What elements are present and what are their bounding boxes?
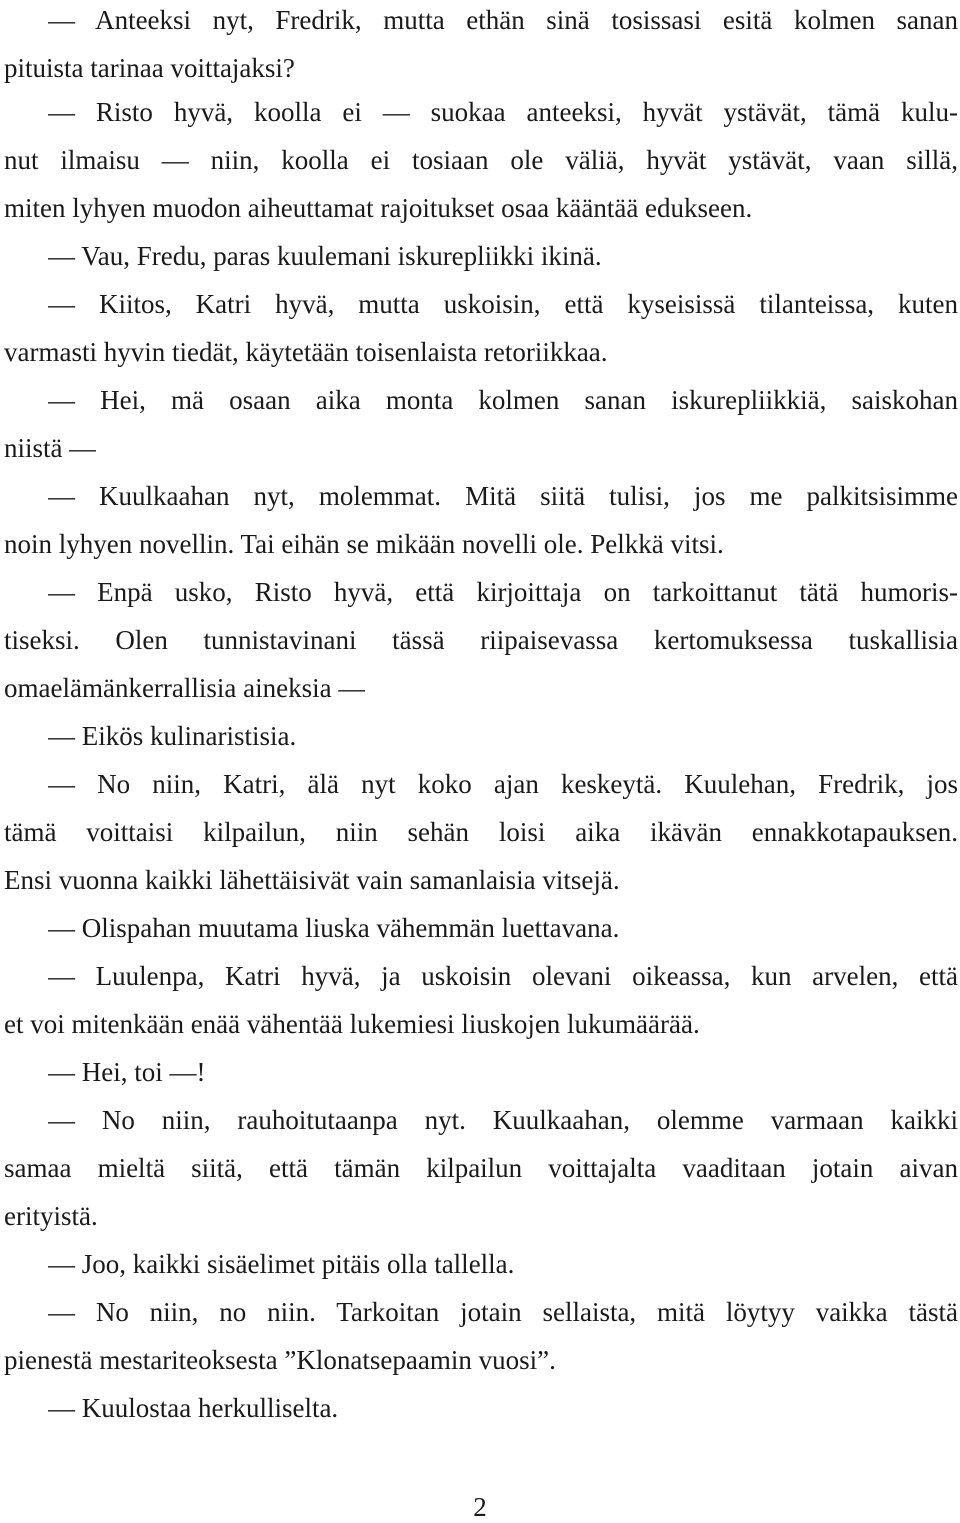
text-line: tämä voittaisi kilpailun, niin sehän loisi aika ikävän ennakkotapauksen.: [4, 817, 958, 847]
text-line: samaa mieltä siitä, että tämän kilpailun voittajalta vaaditaan jotain aivan: [4, 1153, 958, 1183]
text-line: Ensi vuonna kaikki lähettäisivät vain samanlaisia vitsejä.: [4, 865, 620, 895]
text-line: — Hei, toi —!: [48, 1057, 206, 1087]
text-line: miten lyhyen muodon aiheuttamat rajoitukset osaa kääntää edukseen.: [4, 193, 753, 223]
text-line: — Anteeksi nyt, Fredrik, mutta ethän sinä tosissasi esitä kolmen sanan: [48, 5, 958, 35]
text-line: erityistä.: [4, 1201, 98, 1231]
text-line: tiseksi. Olen tunnistavinani tässä riipaisevassa kertomuksessa tuskallisia: [4, 625, 958, 655]
text-line: — Vau, Fredu, paras kuulemani iskurepliikki ikinä.: [48, 241, 602, 271]
text-line: — No niin, Katri, älä nyt koko ajan keskeytä. Kuulehan, Fredrik, jos: [48, 769, 958, 799]
text-line: — Kiitos, Katri hyvä, mutta uskoisin, että kyseisissä tilanteissa, kuten: [48, 289, 958, 319]
text-line: pienestä mestariteoksesta ”Klonatsepaamin vuosi”.: [4, 1345, 556, 1375]
text-line: varmasti hyvin tiedät, käytetään toisenlaista retoriikkaa.: [4, 337, 608, 367]
text-line: pituista tarinaa voittajaksi?: [4, 53, 295, 83]
text-line: noin lyhyen novellin. Tai eihän se mikään novelli ole. Pelkkä vitsi.: [4, 529, 724, 559]
text-line: — Luulenpa, Katri hyvä, ja uskoisin olevani oikeassa, kun arvelen, että: [48, 961, 958, 991]
text-line: nut ilmaisu — niin, koolla ei tosiaan ole väliä, hyvät ystävät, vaan sillä,: [4, 145, 958, 175]
text-line: — Olispahan muutama liuska vähemmän luettavana.: [48, 913, 620, 943]
text-line: — Joo, kaikki sisäelimet pitäis olla tallella.: [48, 1249, 515, 1279]
text-line: — Kuulkaahan nyt, molemmat. Mitä siitä tulisi, jos me palkitsisimme: [48, 481, 958, 511]
text-line: et voi mitenkään enää vähentää lukemiesi liuskojen lukumäärää.: [4, 1009, 700, 1039]
text-line: niistä —: [4, 433, 97, 463]
text-line: — Risto hyvä, koolla ei — suokaa anteeksi, hyvät ystävät, tämä kulu-: [48, 97, 958, 127]
text-line: — No niin, rauhoitutaanpa nyt. Kuulkaahan, olemme varmaan kaikki: [48, 1105, 958, 1135]
page-number: 2: [473, 1492, 487, 1522]
text-line: — Hei, mä osaan aika monta kolmen sanan iskurepliikkiä, saiskohan: [48, 385, 958, 415]
text-line: omaelämänkerrallisia aineksia —: [4, 673, 366, 703]
text-line: — No niin, no niin. Tarkoitan jotain sellaista, mitä löytyy vaikka tästä: [48, 1297, 958, 1327]
text-line: — Enpä usko, Risto hyvä, että kirjoittaja on tarkoittanut tätä humoris-: [48, 577, 958, 607]
text-line: — Kuulostaa herkulliselta.: [48, 1393, 339, 1423]
text-line: — Eikös kulinaristisia.: [48, 721, 297, 751]
